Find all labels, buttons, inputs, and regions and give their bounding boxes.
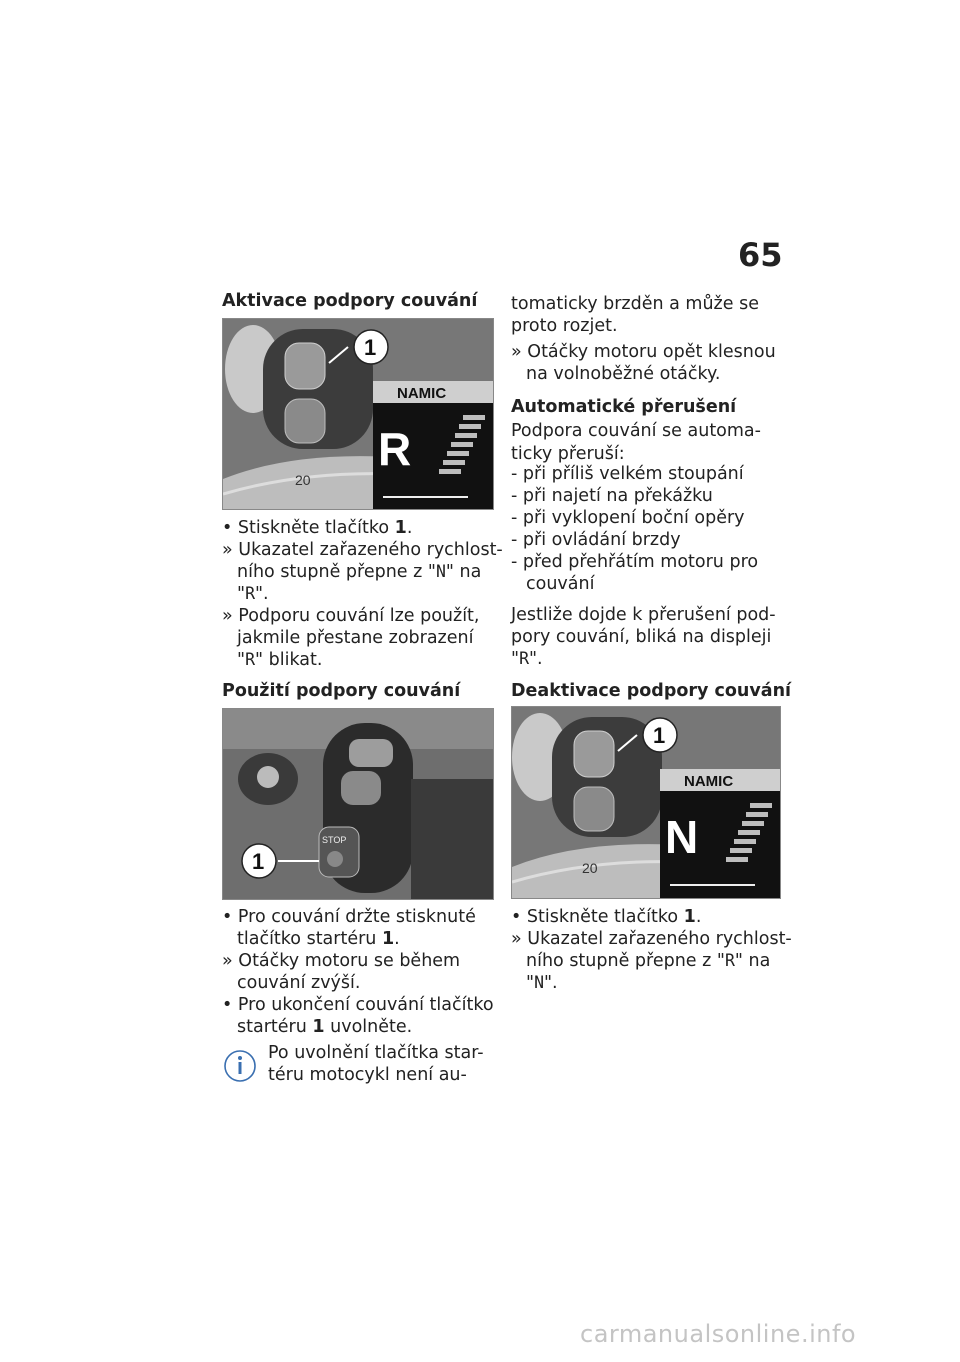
heading-deactivate: Deaktivace podpory couvání [511,681,792,701]
speed-text: 20 [295,472,311,488]
condition-item: před přehřátím motoru pro [522,552,759,572]
result-line: jakmile přestane zobrazení [237,628,474,648]
body-line: Jestliže dojde k přerušení pod- [511,605,776,625]
result-line: na volnoběžné otáčky. [526,364,721,384]
bullet-dash: - [511,530,518,550]
bullet-arrow: » [511,929,522,949]
bullet-arrow: » [222,606,233,626]
bullet-arrow: » [222,951,233,971]
display-gear-text: R [378,423,412,475]
use-step: startéru [237,1017,307,1037]
result-line: Ukazatel zařazeného rychlost- [527,929,792,949]
bullet-dash: - [511,464,518,484]
result-line: Ukazatel zařazeného rychlost- [238,540,503,560]
result-line: ního stupně přepne z " [526,951,725,971]
gear-code: R [245,584,255,603]
callout-1: 1 [653,723,666,748]
result-line: Podporu couvání lze použít, [238,606,480,626]
bullet-dash: - [511,508,518,528]
heading-use: Použití podpory couvání [222,681,461,701]
result-line: " [237,584,246,604]
use-step: Pro couvání držte stisknuté [237,907,476,927]
heading-activate: Aktivace podpory couvání [222,291,478,311]
result-line: ". [544,973,558,993]
bullet-dash: - [511,486,518,506]
body-line: tomaticky brzděn a může se [511,294,759,314]
gear-code: R [724,951,735,970]
condition-item: při příliš velkém stoupání [522,464,744,484]
speed-text: 20 [582,860,598,876]
display-mode-text: NAMIC [397,385,447,402]
note-line: téru motocykl není au- [268,1065,467,1085]
body-line: Podpora couvání se automa- [511,421,761,441]
callout-1: 1 [364,335,377,360]
result-line: ". [255,584,269,604]
condition-item: couvání [526,574,595,594]
page-number: 65 [738,236,783,274]
bullet-dot: • [222,995,233,1015]
gear-code: R [519,649,529,668]
figure-use [222,708,494,900]
bullet-dot: • [222,518,233,538]
bullet-arrow: » [222,540,233,560]
result-line: " na [445,562,482,582]
condition-item: při ovládání brzdy [522,530,681,550]
result-line: couvání zvýší. [237,973,361,993]
ref-num: 1 [394,518,407,538]
ref-num: 1 [312,1017,325,1037]
result-line: " [526,973,535,993]
result-line: " [237,650,246,670]
body-line: " [511,649,520,669]
gear-code: N [534,973,544,992]
callout-1: 1 [252,849,265,874]
info-note-icon [222,1044,262,1084]
deactivate-step: Stiskněte tlačítko [526,907,679,927]
result-line: Otáčky motoru se během [238,951,461,971]
ref-num: 1 [683,907,696,927]
figure-activate [222,318,494,510]
result-line: " blikat. [255,650,323,670]
bullet-arrow: » [511,342,522,362]
result-line: ního stupně přepne z " [237,562,436,582]
condition-item: při najetí na překážku [522,486,713,506]
result-line: Otáčky motoru opět klesnou [527,342,776,362]
gear-code: N [435,562,446,581]
display-mode-text: NAMIC [684,773,734,790]
display-gear-text: N [665,811,699,863]
body-line: pory couvání, bliká na displeji [511,627,772,647]
bullet-dash: - [511,552,518,572]
body-line: proto rozjet. [511,316,618,336]
use-step: uvolněte. [330,1017,413,1037]
watermark: carmanualsonline.info [580,1320,857,1348]
body-line: ticky přeruší: [511,444,625,464]
gear-code: R [245,650,255,669]
result-line: " na [734,951,771,971]
bullet-dot: • [222,907,233,927]
condition-item: při vyklopení boční opěry [522,508,745,528]
bullet-dot: • [511,907,522,927]
ref-num: 1 [381,929,395,949]
heading-auto-interrupt: Automatické přerušení [511,397,737,417]
activate-step-1: Stiskněte tlačítko [237,518,390,538]
use-step: Pro ukončení couvání tlačítko [237,995,494,1015]
body-line: ". [529,649,543,669]
note-line: Po uvolnění tlačítka star- [268,1043,484,1063]
figure-deactivate [511,706,781,899]
stop-button-label: STOP [322,835,347,845]
use-step: tlačítko startéru [237,929,377,949]
